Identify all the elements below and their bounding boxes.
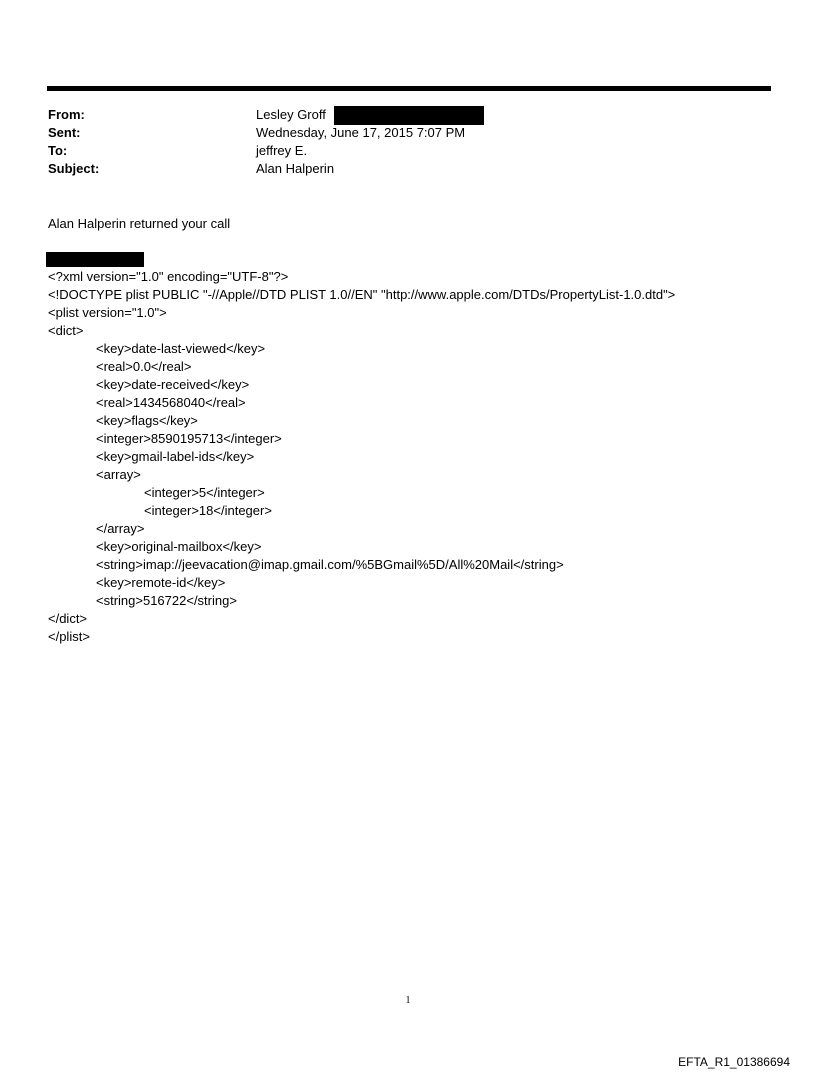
message-body: Alan Halperin returned your call [48,216,231,231]
xml-line: <key>original-mailbox</key> [96,539,262,554]
signature-redaction-bar [46,252,144,267]
from-value [256,106,326,124]
xml-line: <integer>5</integer> [144,485,265,500]
to-row [48,142,465,160]
redaction-bar [334,106,484,125]
xml-line: <key>gmail-label-ids</key> [96,449,255,464]
email-header [48,106,465,178]
xml-line: <real>0.0</real> [96,359,192,374]
xml-line: <key>flags</key> [96,413,198,428]
subject-label: Subject: [48,161,100,176]
from-label: From: [48,107,85,122]
from-name: Lesley Groff [256,107,326,122]
xml-line: <key>date-last-viewed</key> [96,341,266,356]
xml-line: <?xml version="1.0" encoding="UTF-8"?> [48,269,289,284]
xml-line: <plist version="1.0"> [48,305,167,320]
subject-row [48,160,465,178]
xml-line: <string>516722</string> [96,593,237,608]
xml-line: <real>1434568040</real> [96,395,246,410]
to-value: jeffrey E. [256,143,308,158]
xml-line: <integer>18</integer> [144,503,272,518]
to-label: To: [48,143,68,158]
xml-plist-block [48,268,675,646]
xml-line: <array> [96,467,141,482]
xml-line: </plist> [48,629,90,644]
from-row [48,106,465,124]
xml-line: <string>imap://jeevacation@imap.gmail.com/%5BGmail%5D/All%20Mail</string> [96,557,564,572]
header-divider [47,86,771,91]
xml-line: </array> [96,521,145,536]
xml-line: <!DOCTYPE plist PUBLIC "-//Apple//DTD PLIST 1.0//EN" "http://www.apple.com/DTDs/PropertyList-1.0.dtd"> [48,287,676,302]
sent-value: Wednesday, June 17, 2015 7:07 PM [256,125,466,140]
sent-row [48,124,465,142]
xml-line: </dict> [48,611,88,626]
xml-line: <key>remote-id</key> [96,575,226,590]
sent-label: Sent: [48,125,81,140]
document-id: EFTA_R1_01386694 [678,1055,790,1069]
xml-line: <dict> [48,323,84,338]
xml-line: <key>date-received</key> [96,377,250,392]
xml-line: <integer>8590195713</integer> [96,431,282,446]
page-number: 1 [405,995,411,1006]
subject-value: Alan Halperin [256,161,335,176]
